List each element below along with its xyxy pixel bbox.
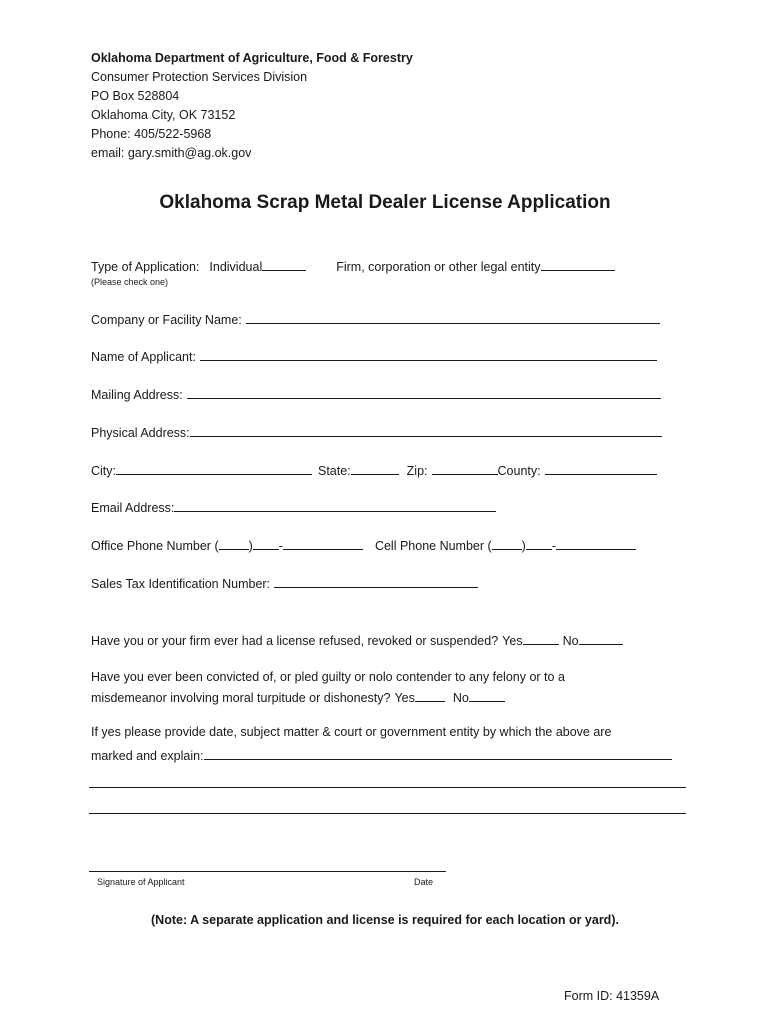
individual-checkbox-blank[interactable] [262,258,306,271]
division-name: Consumer Protection Services Division [91,70,308,84]
form-title: Oklahoma Scrap Metal Dealer License Application [159,192,611,213]
office-dash: - [278,539,283,553]
county-label: County: [497,464,541,478]
zip-label: Zip: [406,464,428,478]
signature-label: Signature of Applicant [97,877,185,887]
county-field[interactable] [545,462,657,475]
office-area-code-field[interactable] [219,537,249,550]
question-convicted-line2 [91,689,505,705]
cell-prefix-field[interactable] [526,537,552,550]
q3-text-line2: marked and explain: [91,749,204,763]
cell-dash: - [551,539,557,553]
city-field[interactable] [116,462,312,475]
applicant-row [91,348,657,364]
form-id: Form ID: 41359A [564,989,660,1003]
q1-yes-label: Yes [502,634,523,648]
q2-text-line1: Have you ever been convicted of, or pled guilty or nolo contender to any felony or to a [91,670,565,684]
type-of-application-label: Type of Application: [91,260,200,274]
phone-row [91,537,636,553]
q1-text: Have you or your firm ever had a license refused, revoked or suspended? [91,634,499,648]
city-label: City: [91,464,116,478]
applicant-label: Name of Applicant: [91,350,196,364]
signature-date-line[interactable] [89,871,446,872]
mailing-address-field[interactable] [187,386,661,399]
office-line-field[interactable] [283,537,363,550]
explanation-field-2[interactable] [89,787,686,788]
q2-no-field[interactable] [469,689,505,702]
office-paren-close: ) [248,539,253,553]
email-field[interactable] [174,499,496,512]
email-row [91,499,496,515]
cell-area-code-field[interactable] [492,537,522,550]
company-label: Company or Facility Name: [91,313,242,327]
city-state-zip-row [91,462,657,478]
city-state-zip: Oklahoma City, OK 73152 [91,108,236,122]
question-explain-line2 [91,747,672,763]
q1-no-field[interactable] [579,632,623,645]
office-prefix-field[interactable] [253,537,279,550]
check-one-hint: (Please check one) [91,277,169,287]
explanation-field-3[interactable] [89,813,686,814]
cell-phone-label: Cell Phone Number ( [374,539,492,553]
department-name: Oklahoma Department of Agriculture, Food & Forestry [91,51,413,65]
cell-line-field[interactable] [556,537,636,550]
location-note: (Note: A separate application and license is required for each location or yard). [151,913,619,927]
q2-no-label: No [452,691,469,705]
explanation-field-1[interactable] [204,747,672,760]
q2-text-line2: misdemeanor involving moral turpitude or dishonesty? [91,691,391,705]
applicant-name-field[interactable] [200,348,657,361]
office-phone-label: Office Phone Number ( [91,539,219,553]
sales-tax-row [91,575,478,591]
date-label: Date [414,877,434,887]
firm-label: Firm, corporation or other legal entity [336,260,541,274]
sales-tax-label: Sales Tax Identification Number: [91,577,271,591]
email-address: email: gary.smith@ag.ok.gov [91,146,252,160]
question-license-refused [91,632,623,648]
q1-no-label: No [562,634,579,648]
sales-tax-field[interactable] [274,575,478,588]
q3-text-line1: If yes please provide date, subject matter & court or government entity by which the above are [91,725,612,739]
po-box: PO Box 528804 [91,89,180,103]
question-convicted-line1 [91,670,565,684]
mailing-label: Mailing Address: [91,388,183,402]
physical-row [91,424,662,440]
physical-address-field[interactable] [190,424,662,437]
mailing-row [91,386,661,402]
question-explain-line1 [91,725,611,739]
cell-paren-close: ) [521,539,526,553]
individual-label: Individual [209,260,263,274]
q2-yes-label: Yes [394,691,415,705]
type-of-application-row [91,258,615,274]
q1-yes-field[interactable] [523,632,559,645]
q2-yes-field[interactable] [415,689,445,702]
company-row [91,311,660,327]
state-label: State: [318,464,351,478]
zip-field[interactable] [432,462,498,475]
firm-checkbox-blank[interactable] [541,258,615,271]
agency-address-block [91,49,413,163]
company-name-field[interactable] [246,311,660,324]
physical-label: Physical Address: [91,426,190,440]
state-field[interactable] [351,462,399,475]
email-label: Email Address: [91,501,175,515]
phone-number: Phone: 405/522-5968 [91,127,212,141]
